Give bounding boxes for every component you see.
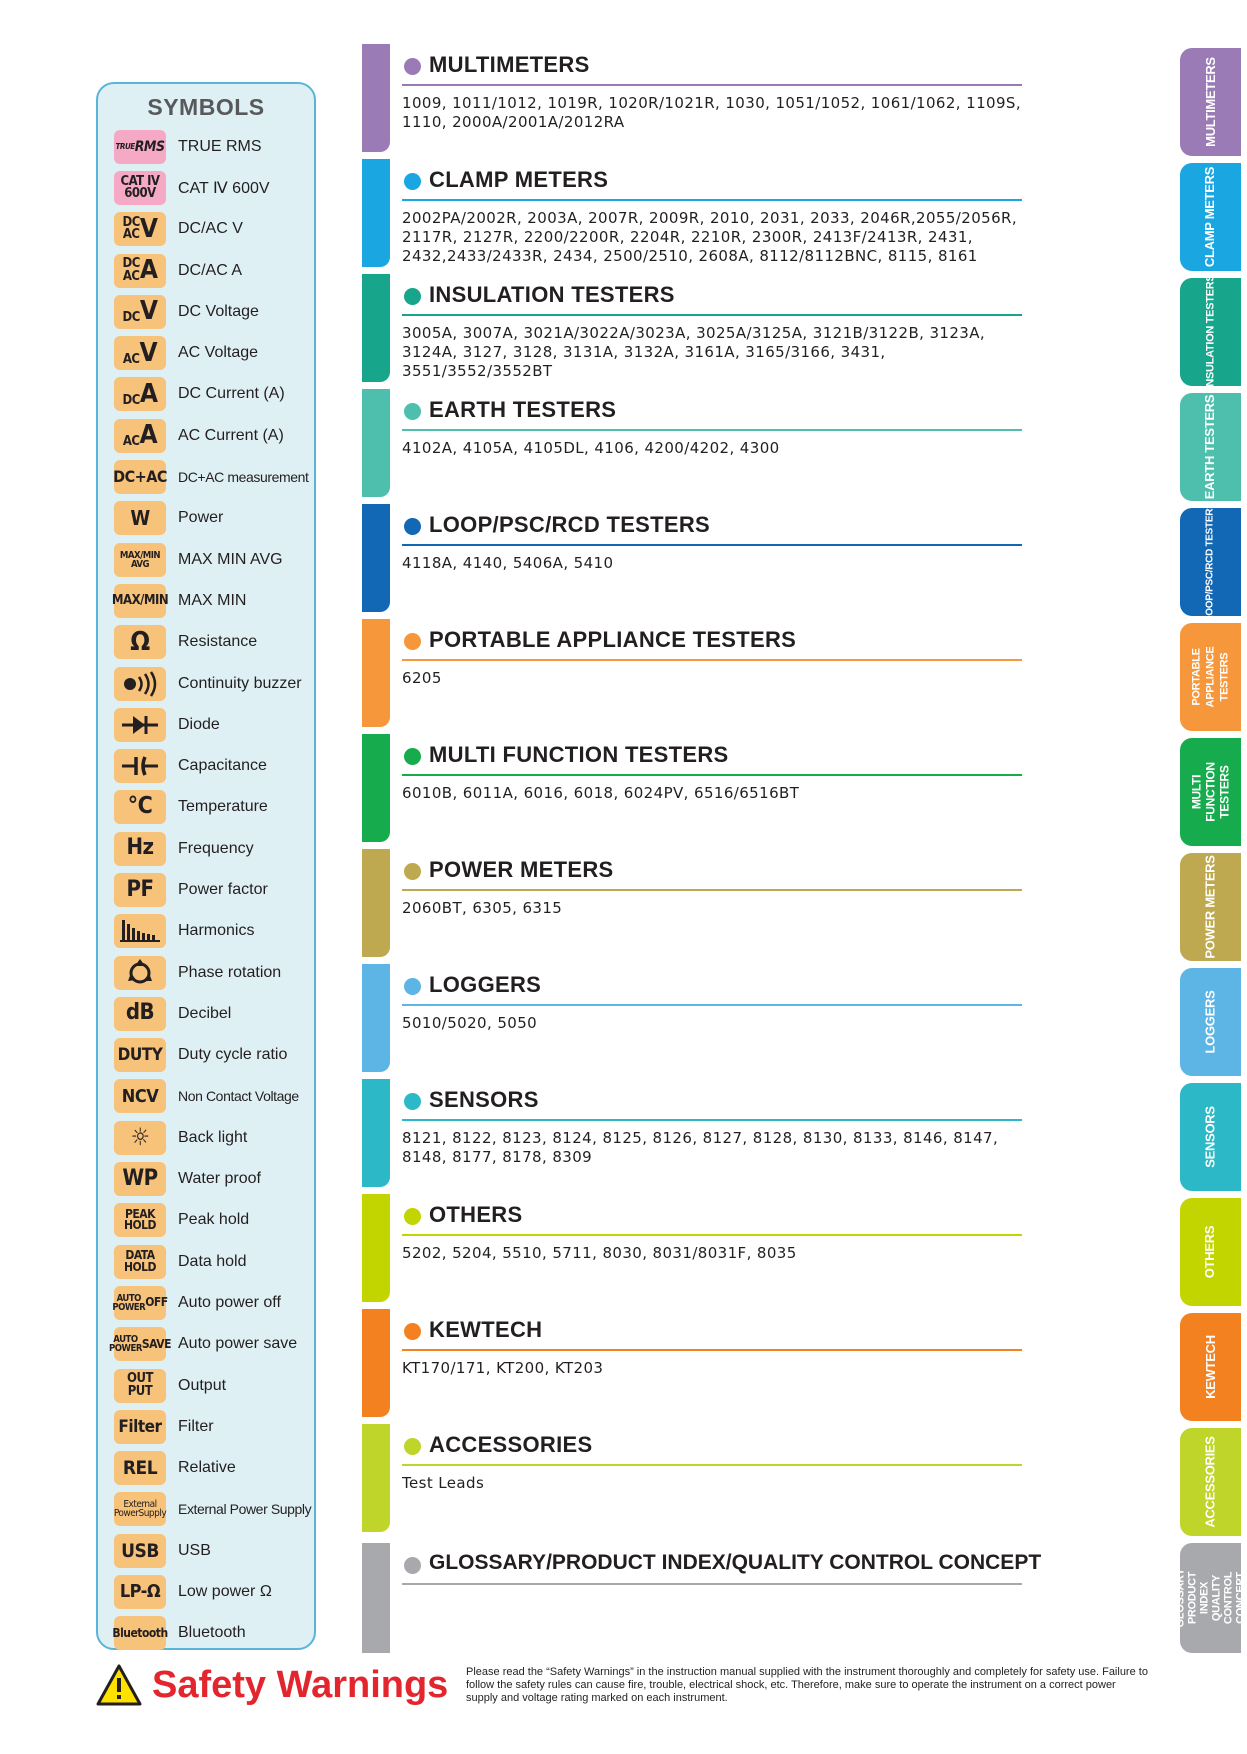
symbol-label: Bluetooth [178,1624,246,1642]
continuity-buzzer-icon [114,667,166,701]
symbol-row-output [114,1365,314,1406]
section-divider [402,774,1022,776]
section-color-bar [362,159,390,267]
symbol-label: Decibel [178,1004,232,1022]
tab-others[interactable] [1180,1198,1241,1306]
symbol-row-true-rms [114,126,314,167]
symbol-row-ncv [114,1076,314,1117]
section-divider [402,1004,1022,1006]
tab-label: MULTI FUNCTION TESTERS [1189,762,1232,822]
symbol-row-relative [114,1448,314,1489]
hz-icon: Hz [114,832,166,866]
symbol-row-ac-voltage [114,332,314,373]
symbol-label: DC/AC V [178,220,243,238]
section-models: 2060BT, 6305, 6315 [402,899,563,917]
symbol-row-low-power-ohm [114,1571,314,1612]
section-models: 4102A, 4105A, 4105DL, 4106, 4200/4202, 4300 [402,439,780,457]
section-bullet-icon [404,1208,421,1225]
symbol-label: Non Contact Voltage [178,1088,299,1105]
symbol-label: Harmonics [178,922,255,940]
symbol-row-filter [114,1406,314,1447]
section-color-bar [362,734,390,842]
symbol-row-data-hold [114,1241,314,1282]
section-color-bar [362,964,390,1072]
section-title[interactable]: PORTABLE APPLIANCE TESTERS [429,627,797,652]
section-title[interactable]: CLAMP METERS [429,167,609,192]
max-min-icon: MAX/MIN [114,584,166,618]
tab-label: GLOSSARY PRODUCT INDEX QUALITY CONTROL CONCEPT [1174,1568,1247,1628]
diode-icon [114,708,166,742]
symbol-row-backlight [114,1117,314,1158]
section-title[interactable]: EARTH TESTERS [429,397,617,422]
symbol-row-diode [114,704,314,745]
tab-accessories[interactable] [1180,1428,1241,1536]
dc-plus-ac-icon: DC+AC [114,460,166,494]
tab-label: MULTIMETERS [1202,57,1218,147]
section-loggers [362,964,1022,1072]
symbol-row-duty [114,1035,314,1076]
true-rms-icon: TRUE RMS [114,130,166,164]
symbol-label: Temperature [178,798,268,816]
phase-rotation-icon [114,956,166,990]
section-bullet-icon [404,633,421,650]
output-icon: OUT PUT [114,1369,166,1403]
lp-ohm-icon: LP-Ω [114,1575,166,1609]
symbol-label: AC Voltage [178,344,259,362]
symbol-row-temperature [114,787,314,828]
symbol-label: Duty cycle ratio [178,1046,288,1064]
section-title[interactable]: MULTI FUNCTION TESTERS [429,742,729,767]
section-divider [402,1119,1022,1121]
symbol-label: Auto power save [178,1335,298,1353]
data-hold-icon: DATA HOLD [114,1245,166,1279]
section-title[interactable]: KEWTECH [429,1317,543,1342]
symbol-row-decibel [114,993,314,1034]
symbol-label: TRUE RMS [178,137,262,155]
symbol-label: Continuity buzzer [178,674,302,692]
tab-earth-testers[interactable] [1180,393,1241,501]
section-models: 3005A, 3007A, 3021A/3022A/3023A, 3025A/3125A, 3121B/3122B, 3123A, 3124A, 3127, 3128, 3131A, 3132A, 3161A, 3165/3166, 3431, 3551/3552/3552BT [402,324,986,380]
section-bullet-icon [404,978,421,995]
symbol-row-dc-current [114,374,314,415]
section-divider [402,84,1022,86]
tab-label: KEWTECH [1202,1335,1218,1399]
section-portable-appliance-testers [362,619,1022,727]
section-title[interactable]: LOGGERS [429,972,542,997]
ac-current-icon: AC A [114,419,166,453]
section-divider [402,1583,1022,1585]
peak-hold-icon: PEAK HOLD [114,1203,166,1237]
symbol-label: Output [178,1376,227,1394]
section-glossary [362,1543,1042,1653]
ohm-icon: Ω [114,625,166,659]
tab-sensors[interactable] [1180,1083,1241,1191]
tab-kewtech[interactable] [1180,1313,1241,1421]
symbol-label: Auto power off [178,1293,281,1311]
duty-icon: DUTY [114,1038,166,1072]
symbol-label: Low power Ω [178,1583,272,1601]
tab-insulation-testers[interactable] [1180,274,1241,390]
symbol-label: AC Current (A) [178,426,284,444]
symbol-row-frequency [114,828,314,869]
symbol-row-auto-power-save [109,1324,314,1365]
symbol-label: Capacitance [178,757,267,775]
wp-icon: WP [114,1162,166,1196]
symbol-label: Back light [178,1128,248,1146]
safety-warnings-text: Please read the “Safety Warnings” in the instruction manual supplied with the instrument thoroughly and completely for safety use. Failure to follow the safety rules can cause fire, trouble, electrical shock, etc. Therefore, make sure to operate the instrument on a correct power supply and voltage rating marked on each instrument. [466,1666,1148,1704]
tab-loop-psc-rcd-testers[interactable] [1180,502,1241,622]
section-divider [402,314,1022,316]
symbol-row-bluetooth [114,1613,314,1654]
symbol-row-cat-iv [114,167,314,208]
section-divider [402,1464,1022,1466]
tab-multimeters[interactable] [1180,48,1241,156]
symbol-label: Peak hold [178,1211,250,1229]
section-models: 6205 [402,669,442,687]
celsius-icon: °C [114,790,166,824]
dc-current-icon: DC A [114,377,166,411]
section-color-bar [362,389,390,497]
section-models: Test Leads [402,1474,485,1492]
tab-glossary[interactable] [1174,1543,1247,1653]
symbol-label: Frequency [178,839,254,857]
symbol-row-dc-ac-v [114,209,314,250]
capacitance-icon [114,749,166,783]
section-title[interactable]: INSULATION TESTERS [429,282,675,307]
symbol-row-continuity [114,663,314,704]
symbol-row-harmonics [114,911,314,952]
section-divider [402,1234,1022,1236]
external-power-supply-icon: External PowerSupply [114,1492,166,1526]
auto-power-save-icon: AUTO POWER SAVE [114,1327,166,1361]
dc-voltage-icon: DC V [114,295,166,329]
section-loop-psc-rcd-testers [362,504,1022,612]
symbol-row-dc-voltage [114,291,314,332]
tab-label: OTHERS [1202,1225,1218,1279]
symbol-label: USB [178,1541,211,1559]
section-color-bar [362,849,390,957]
symbol-row-max-min-avg [114,539,314,580]
symbol-label: MAX MIN [178,591,247,609]
symbol-row-peak-hold [114,1200,314,1241]
tab-label: PORTABLE APPLIANCE TESTERS [1190,646,1231,708]
section-bullet-icon [404,403,421,420]
symbol-label: External Power Supply [178,1501,312,1518]
section-bullet-icon [404,1438,421,1455]
symbol-row-capacitance [114,745,314,786]
section-color-bar [362,619,390,727]
ac-voltage-icon: AC V [114,336,166,370]
symbols-panel [96,82,316,1650]
symbol-row-ac-current [114,415,314,456]
section-color-bar [362,1543,390,1653]
section-models: 1009, 1011/1012, 1019R, 1020R/1021R, 1030, 1051/1052, 1061/1062, 1109S, 1110, 2000A/2001A/2012RA [402,94,1022,131]
tab-loggers[interactable] [1180,968,1241,1076]
symbol-label: Filter [178,1417,214,1435]
max-min-avg-icon: MAX/MIN AVG [114,543,166,577]
section-models: 4118A, 4140, 5406A, 5410 [402,554,614,572]
symbol-label: Phase rotation [178,963,282,981]
section-bullet-icon [404,1093,421,1110]
section-bullet-icon [404,58,421,75]
harmonics-icon [114,914,166,948]
backlight-sun-icon: ☼ [114,1121,166,1155]
pf-icon: PF [114,873,166,907]
section-title[interactable]: ACCESSORIES [429,1432,593,1457]
symbol-row-power-factor [114,869,314,910]
section-divider [402,889,1022,891]
symbol-row-dc-ac-measurement [114,456,314,497]
symbol-label: DC Current (A) [178,385,285,403]
section-power-meters [362,849,1022,957]
section-color-bar [362,504,390,612]
section-accessories [362,1424,1022,1532]
symbol-row-dc-ac-a [114,250,314,291]
section-insulation-testers [362,274,1022,382]
symbol-label: Power factor [178,880,268,898]
warning-triangle-icon [96,1664,142,1706]
symbol-label: DC/AC A [178,261,243,279]
section-models: 5202, 5204, 5510, 5711, 8030, 8031/8031F, 8035 [402,1244,797,1262]
section-bullet-icon [404,1323,421,1340]
section-divider [402,199,1022,201]
power-w-icon: W [114,501,166,535]
section-models: 6010B, 6011A, 6016, 6018, 6024PV, 6516/6516BT [402,784,800,802]
symbol-label: Data hold [178,1252,247,1270]
symbols-list [109,126,314,1654]
tab-label: EARTH TESTERS [1202,394,1218,500]
tab-label: LOOP/PSC/RCD TESTERS [1204,502,1216,622]
tab-label: INSULATION TESTERS [1204,274,1217,390]
tab-label: SENSORS [1202,1106,1218,1168]
section-color-bar [362,1079,390,1187]
section-divider [402,1349,1022,1351]
symbol-row-usb [114,1530,314,1571]
section-bullet-icon [404,1557,421,1574]
section-color-bar [362,274,390,382]
bluetooth-icon: Bluetooth [114,1616,166,1650]
section-title[interactable]: POWER METERS [429,857,614,882]
section-others [362,1194,1022,1302]
section-divider [402,659,1022,661]
filter-icon: Filter [114,1410,166,1444]
symbol-label: Power [178,509,224,527]
symbol-row-auto-power-off [114,1282,314,1323]
section-title[interactable]: MULTIMETERS [429,52,590,77]
symbol-row-max-min [111,580,314,621]
section-multimeters [362,44,1022,152]
usb-icon: USB [114,1534,166,1568]
dc-ac-v-icon: DC AC V [114,212,166,246]
symbol-row-external-power [114,1489,314,1530]
section-color-bar [362,1309,390,1417]
db-icon: dB [114,997,166,1031]
tab-portable-appliance-testers[interactable] [1180,623,1241,731]
section-models: 8121, 8122, 8123, 8124, 8125, 8126, 8127, 8128, 8130, 8133, 8146, 8147, 8148, 8177, 8178, 8309 [402,1129,999,1166]
section-clamp-meters [362,159,1022,267]
symbol-label: DC+AC measurement [178,469,309,486]
symbol-row-waterproof [114,1158,314,1199]
section-color-bar [362,1194,390,1302]
symbol-label: Water proof [178,1170,261,1188]
ncv-icon: NCV [114,1079,166,1113]
section-title[interactable]: GLOSSARY/PRODUCT INDEX/QUALITY CONTROL CONCEPT [429,1551,1042,1574]
tab-label: LOGGERS [1202,990,1218,1054]
tab-clamp-meters[interactable] [1180,163,1241,271]
section-bullet-icon [404,518,421,535]
section-color-bar [362,1424,390,1532]
section-divider [402,544,1022,546]
symbol-row-power [114,498,314,539]
symbol-label: CAT Ⅳ 600V [178,179,270,197]
symbol-label: Relative [178,1459,236,1477]
section-title[interactable]: SENSORS [429,1087,539,1112]
section-earth-testers [362,389,1022,497]
dc-ac-a-icon: DC AC A [114,254,166,288]
section-color-bar [362,44,390,152]
symbol-label: Resistance [178,633,258,651]
section-multi-function-testers [362,734,1022,842]
tab-label: CLAMP METERS [1202,166,1218,268]
section-bullet-icon [404,863,421,880]
section-kewtech [362,1309,1022,1417]
section-title[interactable]: LOOP/PSC/RCD TESTERS [429,512,711,537]
symbol-row-phase-rotation [114,952,314,993]
section-bullet-icon [404,173,421,190]
tab-power-meters[interactable] [1180,853,1241,961]
section-bullet-icon [404,288,421,305]
tab-label: POWER METERS [1202,855,1218,959]
rel-icon: REL [114,1451,166,1485]
section-sensors [362,1079,1022,1187]
tab-multi-function-testers[interactable] [1180,738,1241,846]
tab-label: ACCESSORIES [1202,1436,1218,1528]
symbol-label: Diode [178,715,220,733]
section-divider [402,429,1022,431]
section-bullet-icon [404,748,421,765]
symbol-label: DC Voltage [178,302,259,320]
section-title[interactable]: OTHERS [429,1202,523,1227]
section-models: 2002PA/2002R, 2003A, 2007R, 2009R, 2010, 2031, 2033, 2046R,2055/2056R, 2117R, 2127R, 2200/2200R, 2204R, 2210R, 2300R, 2413F/2413R, 2431, 2432,2433/2433R, 2434, 2500/2510, 2608A, 8112/8112BNC, 8115, 8161 [402,209,1018,265]
safety-warnings-title: Safety Warnings [152,1664,449,1706]
symbols-title: SYMBOLS [147,94,265,120]
cat-iv-600v-icon: CAT Ⅳ 600V [114,171,166,205]
symbol-label: MAX MIN AVG [178,550,283,568]
symbol-row-resistance [114,622,314,663]
auto-power-off-icon: AUTO POWER OFF [114,1286,166,1320]
section-models: KT170/171, KT200, KT203 [402,1359,604,1377]
section-models: 5010/5020, 5050 [402,1014,538,1032]
